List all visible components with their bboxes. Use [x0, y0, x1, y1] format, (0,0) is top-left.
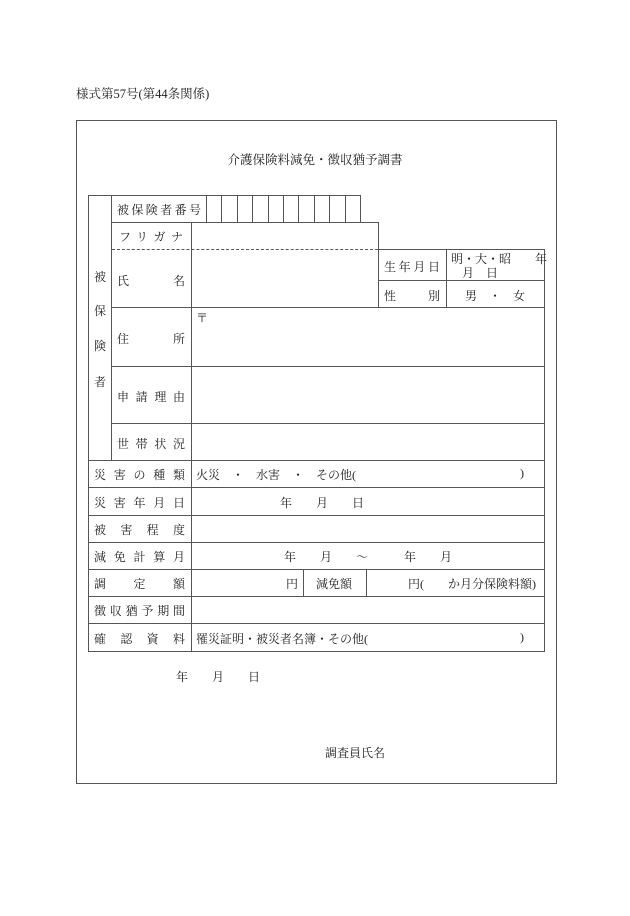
investigator-label: 調査員氏名 [325, 746, 386, 760]
disaster-type-value[interactable]: 火災 ・ 水害 ・ その他( [196, 468, 356, 482]
number-label: 被保険者番号 [117, 203, 201, 217]
sex-options[interactable]: 男 ・ 女 [464, 289, 525, 303]
name-label: 氏 名 [117, 274, 185, 288]
name-input[interactable] [192, 250, 378, 307]
birthdate-label: 生年月日 [384, 260, 440, 274]
reason-input[interactable] [192, 367, 544, 423]
insured-group-cell [88, 195, 112, 461]
reduction-label: 減免額 [316, 577, 353, 591]
form-number: 様式第57号(第44条関係) [76, 87, 210, 101]
insured-number-digit-box[interactable] [329, 195, 345, 223]
address-input[interactable] [192, 308, 544, 366]
disaster-type-label: 災害の種類 [94, 468, 185, 482]
furigana-input[interactable] [192, 223, 378, 249]
insured-number-digit-box[interactable] [314, 195, 330, 223]
insured-char: 保 [94, 304, 107, 318]
insured-number-digit-box[interactable] [268, 195, 284, 223]
damage-label: 被害程度 [94, 523, 185, 537]
insured-number-digit-box[interactable] [206, 195, 222, 223]
insured-number-digit-box[interactable] [237, 195, 253, 223]
household-label: 世帯状況 [117, 437, 185, 451]
household-input[interactable] [192, 424, 544, 460]
birthdate-era: 明・大・昭 年 [451, 252, 548, 266]
evidence-value[interactable]: 罹災証明・被災者名簿・その他( [196, 632, 368, 646]
birthdate-month-day: 月 日 [462, 266, 499, 280]
insured-number-digit-box[interactable] [298, 195, 314, 223]
yen-unit: 円 [286, 577, 299, 591]
evidence-label: 確 認 資 料 [94, 632, 185, 646]
insured-number-digit-box[interactable] [252, 195, 268, 223]
disaster-date-label: 災害年月日 [94, 496, 185, 510]
address-label: 住 所 [117, 332, 185, 346]
calc-month-label: 減免計算月 [94, 550, 185, 564]
close-paren: ) [520, 630, 524, 644]
insured-number-digit-box[interactable] [345, 195, 361, 223]
insured-char: 険 [94, 339, 107, 353]
footer-date[interactable]: 年 月 日 [176, 670, 261, 684]
deferral-input[interactable] [192, 597, 544, 623]
insured-number-digit-box[interactable] [221, 195, 237, 223]
furigana-label: フリガナ [119, 230, 183, 244]
reason-label: 申請理由 [117, 390, 185, 404]
form-title: 介護保険料減免・徴収猶予調書 [227, 153, 403, 167]
disaster-date-value[interactable]: 年 月 日 [280, 496, 365, 510]
damage-input[interactable] [192, 516, 544, 542]
calc-month-value[interactable]: 年 月 ～ 年 月 [284, 550, 453, 564]
insured-char: 被 [94, 270, 107, 284]
sex-label: 性 別 [384, 289, 440, 303]
postal-mark: 〒 [196, 311, 209, 325]
insured-char: 者 [94, 375, 107, 389]
reduction-value[interactable]: 円( か月分保険料額) [408, 577, 536, 591]
insured-number-digit-box[interactable] [283, 195, 299, 223]
close-paren: ) [520, 466, 524, 480]
assessed-label: 調 定 額 [94, 577, 185, 591]
deferral-label: 徴収猶予期間 [94, 604, 185, 618]
